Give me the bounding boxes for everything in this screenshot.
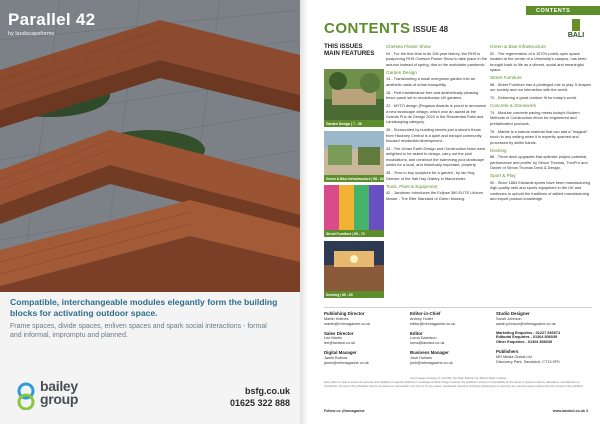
staff-email[interactable]: lee@landsol.co.uk: [324, 341, 356, 346]
staff-role: Sales Director: [324, 330, 354, 336]
contents-entry[interactable]: 86 - Three deck upgrades that optimise project potential, performance and profits' by Simon Thomas, TrexPro and Owner of Simon Thomas Deck & Design.: [490, 154, 588, 171]
contents-column-2: [490, 44, 592, 204]
bailey-group-logo: [14, 380, 114, 414]
thumbnail-caption: Garden Design | 7 - 36: [324, 120, 384, 127]
staff-role: Business Manager: [410, 350, 449, 356]
contents-entry[interactable]: 58 - Street Furniture has a privileged role to play. It shapes our society and our interaction with the world.: [490, 81, 591, 93]
contents-entry[interactable]: 52 - The regeneration of a 1970's public open space located at the centre of a University's campus, has been brought back to life as a vibrant, social and meaningful space.: [490, 50, 587, 72]
page-footer-site: www.landsol.co.uk 3: [552, 409, 588, 413]
staff-column-1: [324, 311, 404, 370]
enquiries-line: Other Enquiries - 01304 806039: [496, 340, 553, 345]
staff-email[interactable]: martin@mhmagazine.co.uk: [324, 321, 371, 326]
section-heading: Concrete & Stonework: [490, 103, 536, 109]
page-title: CONTENTS: [324, 20, 411, 37]
advert-body: Frame spaces, divide spaces, enliven spaces and spark social interactions - formal and informal, impromptu and planned.: [10, 323, 267, 340]
disclaimer: Every effort is made to ensure the accuracy and reliability of material published in Landscape & Urban Design however, the publishers accept no responsibility for the claims or opinions made by advertisers, manufacturers or contributors. No part of this publication may be reproduced or transmitted in any form or by any means, mechanical, electronic (including photocopying or stored by any retrieval system) without the prior consent of the publisher.: [324, 381, 584, 388]
thumbnail-street-furniture[interactable]: [324, 185, 384, 237]
parallel-42-logo: [8, 10, 95, 37]
advert-website[interactable]: bsfg.co.uk: [244, 386, 290, 396]
staff-name: Antony Holter: [410, 316, 434, 321]
contents-entry[interactable]: 76 - Marble is a natural material that can add a "magical" touch to any setting when it is expertly quarried and processed by skilful hands.: [490, 128, 588, 145]
contents-entry[interactable]: 22 - MYTO design (Pegasus Awards is proud to announce a new landscape design, which won an award at the Grands Prix de Design 2020 in the Residential Patio and Landscaping category.: [386, 103, 487, 125]
spine-shadow: [300, 0, 308, 424]
section-heading: Sport & Play: [490, 173, 516, 179]
contents-entry[interactable]: 70 - Delivering a great outdoor fit for today's world.: [490, 95, 578, 101]
cover-credit: Cover Images Courtesy of: Loft 695 | Top Right: Bristow Ltd | Bottom Right: Incelsior: [409, 377, 507, 380]
issue-number: ISSUE 48: [413, 25, 449, 34]
publisher-name: MH Media Global Ltd.: [496, 355, 533, 360]
bali-logo: [563, 19, 589, 43]
garden-photo: [324, 69, 384, 127]
brand-line-2: group: [40, 391, 79, 408]
section-heading: Green & Blue Infrastructure: [490, 44, 546, 49]
staff-name: Lee Martin: [324, 336, 342, 341]
section-tab: CONTENTS: [526, 6, 600, 15]
section-heading: Street Furniture: [490, 74, 522, 80]
staff-email[interactable]: sarah.johnson@mhmagazine.co.uk: [496, 321, 556, 326]
staff-email[interactable]: editor@mhmagazine.co.uk: [410, 321, 456, 326]
bali-logo-text: BALI: [567, 32, 585, 39]
staff-role: Studio Designer: [496, 311, 530, 316]
staff-name: Josh Holmes: [410, 355, 432, 360]
staff-role: Publishers: [496, 349, 519, 355]
staff-role: Editor: [410, 330, 423, 336]
advert-headline: Compatible, interchangeable modules elegantly form the building blocks for activating outdoor space.: [10, 297, 278, 319]
staff-name: Jamie Bullock: [324, 355, 348, 360]
contents-entry[interactable]: 28 - Surrounded by bustling streets just a stone's throw from Hackney Central is a quiet and tranquil community focused residential development...: [386, 127, 482, 144]
contents-entry[interactable]: 04 - For the first time in its 108 year history, the RHS is postponing RHS Chelsea Flower Show to take place in the autumn instead of spring, due to the worldwide pandemic.: [386, 50, 487, 67]
staff-role: Publishing Director: [324, 311, 365, 316]
staff-role: Editor-in-Chief: [410, 311, 441, 316]
contents-column-1: [386, 44, 487, 204]
logo-name: Parallel 42: [8, 10, 96, 29]
section-heading: Garden Design: [386, 69, 417, 75]
staff-name: Martin Holmes: [324, 316, 349, 321]
thumbnail-decking[interactable]: [324, 241, 384, 298]
divider: [324, 307, 592, 308]
brand-line-1: bailey: [40, 378, 78, 394]
thumbnail-caption: Street Furniture | 65 - 72: [324, 230, 384, 237]
main-features-heading: [324, 43, 374, 58]
contents-entry[interactable]: 42 - Jacobsen Introduces the Eclipse 360 ELITE Lithium Mower - The Elite Standard of Green Mowing.: [386, 190, 483, 201]
contents-entry[interactable]: 38 - 'How to buy sculpture for a garden', by Ian Hay, Director of the Salt Hay Gallery in Manchester.: [386, 170, 476, 181]
advert-contact: [230, 386, 290, 408]
bench-illustration: [0, 0, 300, 292]
section-heading: Decking: [490, 147, 507, 153]
thumbnail-caption: Decking | 85 - 89: [324, 291, 384, 298]
enquiries-line: Editorial Enquiries - 01304 806039: [496, 335, 558, 340]
staff-name: Lorna Davidson: [410, 336, 437, 341]
contents-entry[interactable]: 74 - Modular concrete paving meets today's Modern Methods of Construction ethos for engineered and prefabricated products.: [490, 110, 580, 126]
contents-entry[interactable]: 34 - The Urban Earth Design and Construction team were delighted to be asked to design, carry out the pool excavations, and construct the swimming pool landscape works for a local, and historically important, property.: [386, 146, 486, 168]
contents-page: [300, 0, 600, 424]
advert-photo: [0, 0, 300, 292]
contents-entry[interactable]: 18 - First maintenance free and aesthetically pleasing fence panel set to revolutionise UK gardens.: [386, 89, 479, 101]
staff-name: Sarah Johnson: [496, 316, 522, 321]
staff-email[interactable]: josh@mhmagazine.co.uk: [410, 360, 453, 365]
staff-column-2: [410, 311, 490, 370]
logo-subtitle: by landscapeforms: [8, 31, 55, 37]
staff-column-3: [496, 311, 592, 369]
section-heading: Chelsea Flower Show: [386, 44, 431, 49]
staff-role: Digital Manager: [324, 350, 357, 356]
contents-entry[interactable]: 14 - Transforming a small overgrown garden into an aesthetic oasis of urban tranquillity.: [386, 76, 476, 87]
staff-email[interactable]: lorna@landsol.co.uk: [410, 341, 445, 346]
section-heading: Tools, Plant & Equipment: [386, 183, 438, 189]
bailey-mark-icon: [14, 382, 38, 410]
contents-entry[interactable]: 90 - Since 1884 Edwards sports have been manufacturing high quality nets and sports equipment in the UK and continues to uphold the traditions of skilled manufacturing and export product knowledge.: [490, 179, 591, 202]
staff-email[interactable]: jamie@mhmagazine.co.uk: [324, 360, 369, 365]
thumbnail-caption: Green & Blue Infrastructure | 58 - 62: [326, 176, 384, 181]
thumbnail-garden-design[interactable]: [324, 69, 384, 127]
main-features-line-1: THIS ISSUES: [324, 43, 363, 50]
thumbnail-green-blue[interactable]: [324, 131, 384, 182]
main-features-line-2: MAIN FEATURES: [324, 50, 375, 58]
decking-photo: [324, 241, 384, 298]
advert-phone: 01625 322 888: [229, 398, 290, 408]
social-follow[interactable]: Follow us @lumagazine: [324, 409, 365, 413]
publisher-address: Discovery Park, Sandwich, CT13 9FD: [496, 359, 560, 364]
enquiries-line: Marketing Enquiries - 01227 936974: [496, 330, 560, 335]
